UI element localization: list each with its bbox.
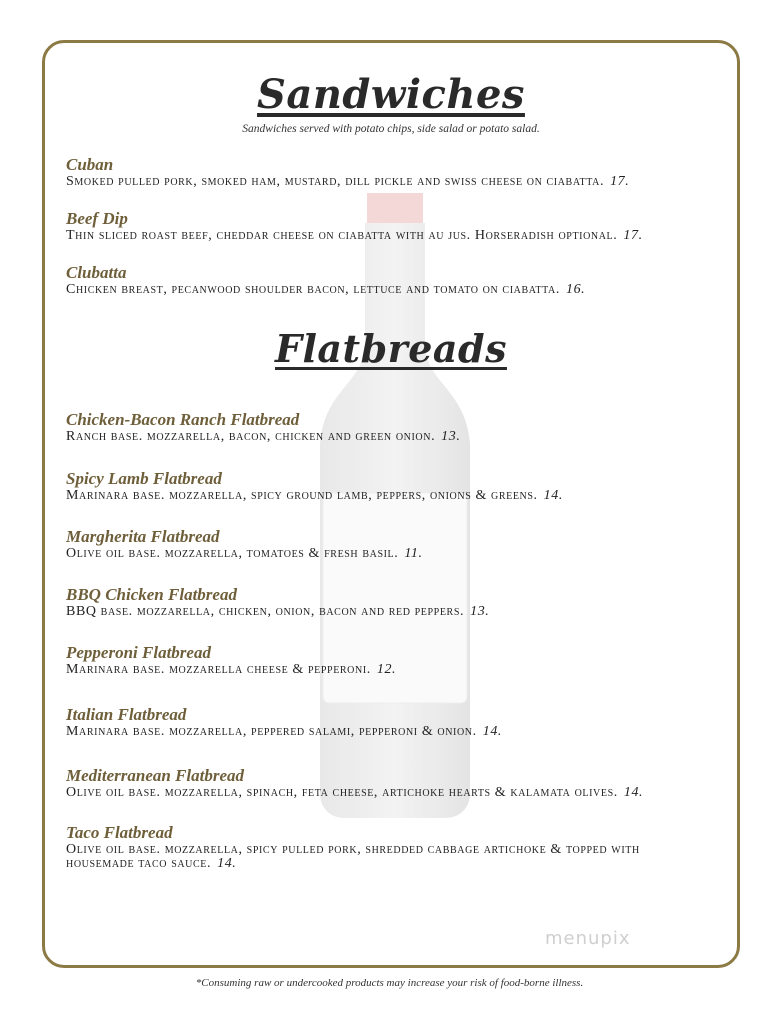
item-price: 13. [441,429,461,444]
item-description: Olive oil base. mozzarella, tomatoes & fresh basil. [66,546,399,561]
item-name: Clubatta [66,263,127,282]
item-price: 17. [610,174,630,189]
menu-item [66,410,706,444]
menu-item [66,209,706,243]
item-price: 13. [470,604,490,619]
item-description: BBQ base. mozzarella, chicken, onion, bacon and red peppers. [66,604,465,619]
item-price: 14. [482,724,503,739]
item-name: Margherita Flatbread [66,527,220,546]
item-description: Thin sliced roast beef, cheddar cheese on ciabatta with au jus. Horseradish optional. [66,228,618,243]
item-name: Pepperoni Flatbread [66,643,211,662]
menu-item [66,155,706,189]
item-price: 14. [623,785,644,800]
item-name: Italian Flatbread [66,705,187,724]
item-description: Chicken breast, pecanwood shoulder bacon, lettuce and tomato on ciabatta. [66,282,560,297]
item-price: 16. [565,282,586,297]
flatbreads-heading: Flatbreads [275,326,507,371]
item-name: Mediterranean Flatbread [66,766,245,785]
menu-item [66,643,706,677]
item-name: Taco Flatbread [66,823,173,842]
item-name: Spicy Lamb Flatbread [66,469,222,488]
item-description: Marinara base. mozzarella, spicy ground lamb, peppers, onions & greens. [66,488,538,503]
menupix-watermark: menupix [545,928,631,949]
menu-item [66,705,706,739]
menu-item [66,469,706,503]
menu-item [66,823,706,871]
sandwiches-heading: Sandwiches [257,71,525,118]
footnote: *Consuming raw or undercooked products may increase your risk of food-borne illness. [195,977,584,989]
item-name: Cuban [66,155,114,174]
menu-item [66,263,706,297]
menu-item [66,766,706,800]
item-price: 14. [217,856,237,871]
item-name: Beef Dip [66,209,128,228]
item-name: Chicken-Bacon Ranch Flatbread [66,410,300,429]
sandwiches-subtitle: Sandwiches served with potato chips, side salad or potato salad. [242,123,540,135]
item-description: Olive oil base. mozzarella, spinach, feta cheese, artichoke hearts & kalamata olives. [66,785,618,800]
menu-item [66,527,706,561]
item-name: BBQ Chicken Flatbread [66,585,237,604]
item-price: 14. [543,488,563,503]
item-description: Marinara base. mozzarella, peppered salami, pepperoni & onion. [66,724,477,739]
item-description: Smoked pulled pork, smoked ham, mustard, dill pickle and swiss cheese on ciabatta. [66,174,605,189]
item-price: 17. [623,228,643,243]
item-description: Olive oil base. mozzarella, spicy pulled pork, shredded cabbage artichoke & topped with housemade taco sauce. [66,842,640,871]
menu-frame [42,40,740,968]
item-description: Marinara base. mozzarella cheese & pepperoni. [66,662,371,677]
item-price: 12. [376,662,397,677]
item-description: Ranch base. mozzarella, bacon, chicken and green onion. [66,429,436,444]
item-price: 11. [404,546,423,561]
menu-item [66,585,706,619]
